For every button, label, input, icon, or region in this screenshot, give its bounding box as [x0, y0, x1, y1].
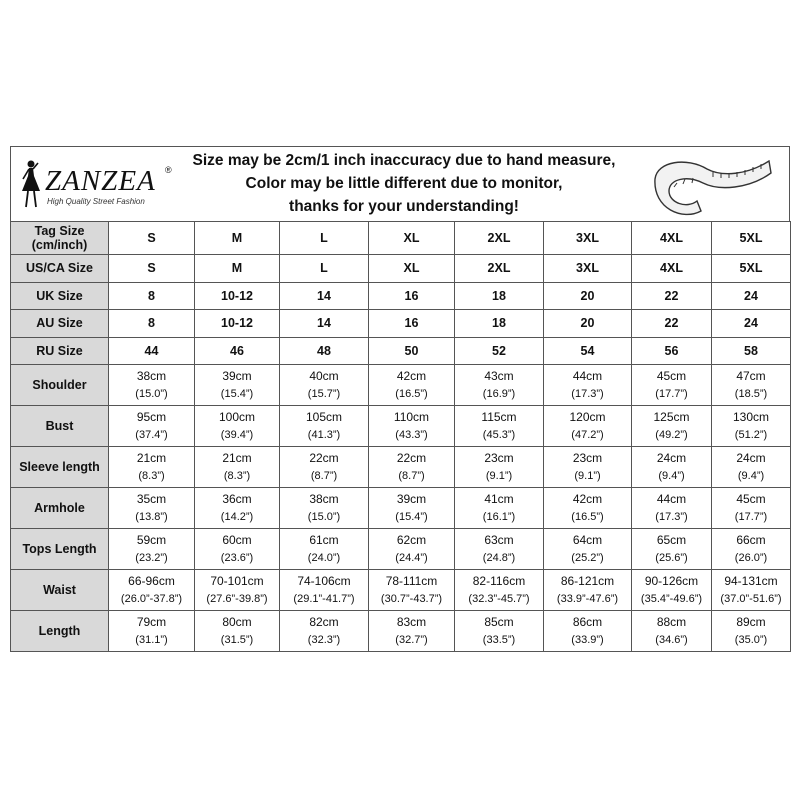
size-table [10, 221, 791, 652]
measurement-cell [369, 529, 455, 570]
cm-value: 88cm [656, 615, 687, 629]
table-row [11, 488, 791, 529]
inch-value: (30.7”-43.7”) [380, 593, 443, 605]
measurement-cell [544, 570, 632, 611]
inch-value: (8.7”) [398, 470, 425, 482]
cm-value: 39cm [222, 369, 252, 383]
cm-value: 42cm [396, 369, 427, 383]
size-cell: 52 [455, 337, 544, 365]
cm-value: 130cm [732, 410, 770, 424]
inch-value: (43.3”) [395, 429, 428, 441]
cm-value: 79cm [136, 615, 167, 629]
measurement-cell [455, 529, 544, 570]
measurement-cell [544, 611, 632, 652]
inch-value: (33.9”-47.6”) [556, 593, 619, 605]
cm-value: 41cm [484, 492, 514, 506]
cm-value: 44cm [572, 369, 603, 383]
row-header: Tag Size (cm/inch) [11, 222, 109, 255]
cm-value: 86-121cm [560, 574, 615, 588]
cm-value: 80cm [222, 615, 252, 629]
cm-value: 82-116cm [472, 574, 526, 588]
inch-value: (49.2”) [655, 429, 688, 441]
size-cell: 20 [544, 310, 632, 338]
cm-value: 105cm [305, 410, 343, 424]
inch-value: (8.3”) [223, 470, 251, 482]
inch-value: (24.0”) [307, 552, 341, 564]
size-cell: 5XL [712, 222, 791, 255]
inch-value: (26.0”-37.8”) [120, 593, 183, 605]
measurement-cell [280, 447, 369, 488]
table-row [11, 222, 791, 255]
measurement-cell [369, 570, 455, 611]
cm-value: 94-131cm [724, 574, 778, 588]
inch-value: (34.6”) [655, 634, 688, 646]
size-cell: 14 [280, 310, 369, 338]
measurement-cell [632, 611, 712, 652]
brand-tagline: High Quality Street Fashion [47, 197, 145, 206]
row-header: Waist [11, 570, 109, 611]
measurement-cell [109, 447, 195, 488]
registered-mark: ® [165, 165, 172, 175]
cm-value: 22cm [396, 451, 427, 465]
notice-line: thanks for your understanding! [289, 198, 519, 215]
measurement-cell [712, 406, 791, 447]
table-row [11, 570, 791, 611]
size-cell: 56 [632, 337, 712, 365]
inch-value: (29.1”-41.7”) [293, 593, 355, 605]
inch-value: (8.3”) [138, 470, 165, 482]
inch-value: (17.3”) [571, 388, 604, 400]
inch-value: (17.7”) [655, 388, 688, 400]
inch-value: (16.1”) [482, 511, 516, 523]
inch-value: (24.8”) [482, 552, 516, 564]
measurement-cell [632, 406, 712, 447]
inch-value: (25.2”) [571, 552, 604, 564]
size-cell: 2XL [455, 222, 544, 255]
cm-value: 125cm [653, 410, 690, 424]
inch-value: (37.0”-51.6”) [720, 593, 782, 605]
measurement-cell [280, 570, 369, 611]
measurement-cell [632, 529, 712, 570]
size-cell: 10-12 [195, 310, 280, 338]
cm-value: 45cm [736, 492, 766, 506]
cm-value: 59cm [136, 533, 167, 547]
inch-value: (15.7”) [307, 388, 341, 400]
size-cell: 48 [280, 337, 369, 365]
measurement-cell [195, 529, 280, 570]
inch-value: (15.4”) [395, 511, 428, 523]
size-cell: XL [369, 222, 455, 255]
measurement-cell [712, 529, 791, 570]
size-cell: M [195, 255, 280, 283]
row-header: US/CA Size [11, 255, 109, 283]
measurement-cell [109, 488, 195, 529]
cm-value: 63cm [484, 533, 514, 547]
size-cell: 8 [109, 310, 195, 338]
cm-value: 85cm [484, 615, 514, 629]
inch-value: (23.2”) [135, 552, 168, 564]
inch-value: (39.4”) [220, 429, 254, 441]
measurement-cell [109, 611, 195, 652]
inch-value: (47.2”) [571, 429, 604, 441]
table-row [11, 447, 791, 488]
inch-value: (9.4”) [737, 470, 765, 482]
cm-value: 36cm [222, 492, 252, 506]
size-cell: L [280, 222, 369, 255]
size-cell: M [195, 222, 280, 255]
row-header: Armhole [11, 488, 109, 529]
measurement-cell [712, 570, 791, 611]
cm-value: 66-96cm [128, 574, 175, 588]
measurement-cell [712, 611, 791, 652]
inch-value: (9.4”) [658, 470, 685, 482]
size-cell: 18 [455, 282, 544, 310]
inch-value: (9.1”) [485, 470, 513, 482]
size-cell: 20 [544, 282, 632, 310]
measurement-cell [280, 611, 369, 652]
measurement-cell [109, 365, 195, 406]
cm-value: 86cm [572, 615, 603, 629]
table-row [11, 255, 791, 283]
cm-value: 22cm [309, 451, 339, 465]
size-cell: 18 [455, 310, 544, 338]
table-row [11, 365, 791, 406]
table-row [11, 529, 791, 570]
row-header: Length [11, 611, 109, 652]
inch-value: (35.4”-49.6”) [640, 593, 703, 605]
size-cell: 4XL [632, 222, 712, 255]
cm-value: 61cm [309, 533, 339, 547]
measurement-cell [280, 406, 369, 447]
inch-value: (27.6”-39.8”) [206, 593, 268, 605]
inch-value: (32.3”) [307, 634, 341, 646]
measurement-cell [369, 365, 455, 406]
cm-value: 24cm [736, 451, 766, 465]
measurement-cell [369, 611, 455, 652]
measurement-cell [544, 529, 632, 570]
brand-name: ZANZEA [45, 165, 156, 197]
cm-value: 23cm [572, 451, 603, 465]
cm-value: 83cm [396, 615, 427, 629]
cm-value: 60cm [222, 533, 252, 547]
measurement-cell [544, 447, 632, 488]
size-cell: 3XL [544, 255, 632, 283]
measurement-cell [369, 406, 455, 447]
measurement-cell [369, 447, 455, 488]
size-cell: 24 [712, 310, 791, 338]
measurement-cell [455, 447, 544, 488]
measurement-cell [712, 488, 791, 529]
size-cell: 46 [195, 337, 280, 365]
measurement-cell [632, 488, 712, 529]
row-header: UK Size [11, 282, 109, 310]
cm-value: 21cm [222, 451, 252, 465]
cm-value: 42cm [572, 492, 603, 506]
size-cell: 22 [632, 282, 712, 310]
size-cell: 16 [369, 310, 455, 338]
measurement-cell [369, 488, 455, 529]
cm-value: 38cm [309, 492, 339, 506]
inch-value: (25.6”) [655, 552, 688, 564]
measurement-cell [195, 365, 280, 406]
table-row [11, 611, 791, 652]
measurement-cell [195, 570, 280, 611]
measurement-cell [109, 406, 195, 447]
inch-value: (15.4”) [220, 388, 254, 400]
measurement-cell [544, 365, 632, 406]
measurement-cell [280, 529, 369, 570]
cm-value: 74-106cm [297, 574, 351, 588]
cm-value: 38cm [136, 369, 167, 383]
table-row [11, 310, 791, 338]
row-header: Tops Length [11, 529, 109, 570]
measurement-cell [455, 488, 544, 529]
size-cell: 16 [369, 282, 455, 310]
measurement-cell [455, 611, 544, 652]
table-row [11, 406, 791, 447]
cm-value: 64cm [572, 533, 603, 547]
cm-value: 100cm [218, 410, 256, 424]
measurement-notice [189, 149, 619, 218]
cm-value: 120cm [569, 410, 606, 424]
cm-value: 44cm [656, 492, 687, 506]
table-row [11, 282, 791, 310]
size-cell: XL [369, 255, 455, 283]
inch-value: (17.3”) [655, 511, 688, 523]
inch-value: (9.1”) [574, 470, 601, 482]
size-cell: 10-12 [195, 282, 280, 310]
measurement-cell [712, 365, 791, 406]
inch-value: (37.4”) [135, 429, 168, 441]
inch-value: (23.6”) [220, 552, 254, 564]
inch-value: (16.5”) [571, 511, 604, 523]
measurement-cell [280, 488, 369, 529]
measurement-cell [455, 406, 544, 447]
size-cell: 4XL [632, 255, 712, 283]
cm-value: 89cm [736, 615, 766, 629]
cm-value: 66cm [736, 533, 766, 547]
inch-value: (26.0”) [734, 552, 768, 564]
inch-value: (33.9”) [571, 634, 604, 646]
cm-value: 43cm [484, 369, 514, 383]
inch-value: (35.0”) [734, 634, 768, 646]
inch-value: (15.0”) [307, 511, 341, 523]
size-cell: S [109, 255, 195, 283]
inch-value: (16.9”) [482, 388, 516, 400]
size-cell: 24 [712, 282, 791, 310]
measurement-cell [632, 365, 712, 406]
cm-value: 78-111cm [385, 574, 438, 588]
inch-value: (13.8”) [135, 511, 168, 523]
woman-silhouette-icon [17, 159, 45, 209]
size-cell: L [280, 255, 369, 283]
measuring-tape-icon [647, 151, 775, 217]
measurement-cell [632, 447, 712, 488]
measurement-cell [195, 406, 280, 447]
table-row [11, 337, 791, 365]
inch-value: (32.3”-45.7”) [468, 593, 530, 605]
size-cell: 50 [369, 337, 455, 365]
cm-value: 47cm [736, 369, 766, 383]
row-header: RU Size [11, 337, 109, 365]
inch-value: (14.2”) [220, 511, 254, 523]
row-header: Shoulder [11, 365, 109, 406]
row-header: Bust [11, 406, 109, 447]
inch-value: (41.3”) [307, 429, 341, 441]
cm-value: 90-126cm [644, 574, 699, 588]
measurement-cell [195, 488, 280, 529]
cm-value: 24cm [656, 451, 687, 465]
inch-value: (31.5”) [220, 634, 254, 646]
size-cell: 8 [109, 282, 195, 310]
chart-header [10, 146, 790, 221]
size-cell: 44 [109, 337, 195, 365]
size-chart [10, 146, 790, 652]
cm-value: 70-101cm [210, 574, 264, 588]
size-cell: 54 [544, 337, 632, 365]
cm-value: 95cm [136, 410, 167, 424]
inch-value: (8.7”) [310, 470, 338, 482]
measurement-cell [455, 365, 544, 406]
size-cell: 58 [712, 337, 791, 365]
measurement-cell [280, 365, 369, 406]
measurement-cell [544, 488, 632, 529]
size-cell: S [109, 222, 195, 255]
brand-logo [17, 159, 187, 209]
size-cell: 3XL [544, 222, 632, 255]
measurement-cell [195, 447, 280, 488]
inch-value: (33.5”) [482, 634, 516, 646]
size-cell: 2XL [455, 255, 544, 283]
cm-value: 65cm [656, 533, 687, 547]
measurement-cell [195, 611, 280, 652]
cm-value: 110cm [393, 410, 430, 424]
row-header: Sleeve length [11, 447, 109, 488]
measurement-cell [632, 570, 712, 611]
inch-value: (24.4”) [395, 552, 428, 564]
size-cell: 22 [632, 310, 712, 338]
cm-value: 21cm [136, 451, 167, 465]
measurement-cell [109, 570, 195, 611]
inch-value: (31.1”) [135, 634, 168, 646]
inch-value: (17.7”) [734, 511, 768, 523]
cm-value: 35cm [136, 492, 167, 506]
inch-value: (32.7”) [395, 634, 428, 646]
inch-value: (16.5”) [395, 388, 428, 400]
cm-value: 115cm [481, 410, 517, 424]
notice-line: Color may be little different due to monitor, [245, 175, 563, 192]
measurement-cell [712, 447, 791, 488]
measurement-cell [544, 406, 632, 447]
measurement-cell [455, 570, 544, 611]
row-header: AU Size [11, 310, 109, 338]
cm-value: 62cm [396, 533, 427, 547]
cm-value: 39cm [396, 492, 427, 506]
inch-value: (18.5”) [734, 388, 768, 400]
cm-value: 82cm [309, 615, 339, 629]
inch-value: (15.0”) [135, 388, 168, 400]
cm-value: 23cm [484, 451, 514, 465]
inch-value: (51.2”) [734, 429, 768, 441]
size-cell: 14 [280, 282, 369, 310]
inch-value: (45.3”) [482, 429, 516, 441]
notice-line: Size may be 2cm/1 inch inaccuracy due to hand measure, [192, 152, 616, 169]
size-cell: 5XL [712, 255, 791, 283]
cm-value: 40cm [309, 369, 339, 383]
measurement-cell [109, 529, 195, 570]
cm-value: 45cm [656, 369, 687, 383]
